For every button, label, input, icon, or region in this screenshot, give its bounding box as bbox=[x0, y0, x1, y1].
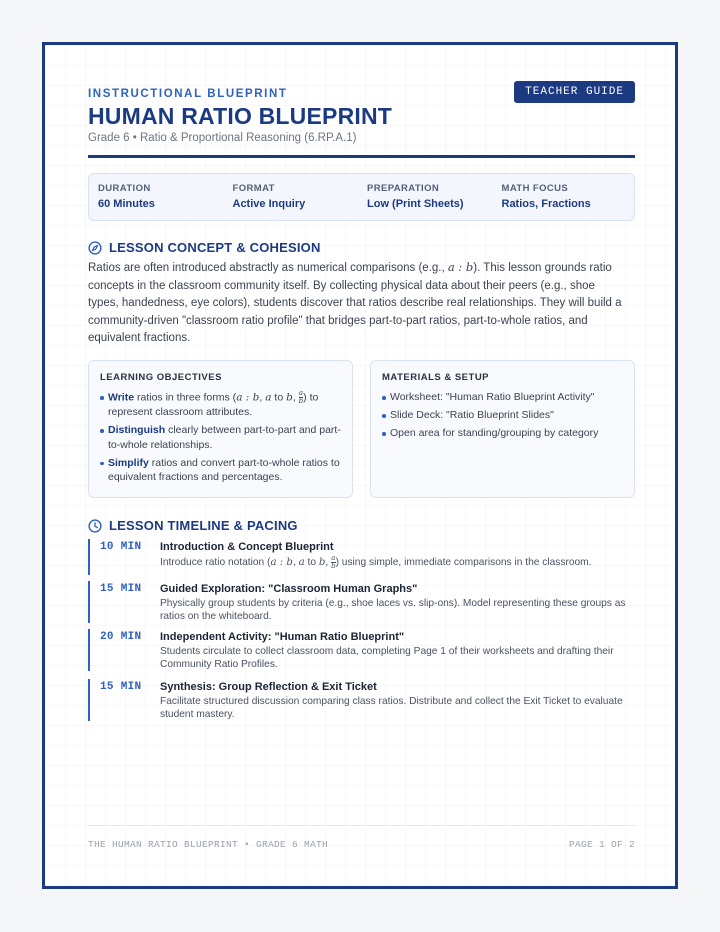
timeline-description bbox=[160, 555, 630, 570]
page-title: HUMAN RATIO BLUEPRINT bbox=[88, 103, 393, 129]
meta-preparation bbox=[358, 174, 493, 220]
meta-format bbox=[224, 174, 359, 220]
objective-text: , bbox=[259, 391, 266, 404]
page-number: PAGE 1 OF 2 bbox=[568, 839, 635, 850]
lesson-meta-bar bbox=[88, 173, 635, 221]
objective-verb: Distinguish bbox=[108, 424, 166, 436]
page-footer bbox=[88, 839, 635, 850]
timeline-text: to bbox=[304, 557, 319, 569]
math-notation: a : b bbox=[236, 391, 260, 404]
timeline-description: Physically group students by criteria (e.g., shoe laces vs. slip-ons). Model representing these groups as ratios on the whiteboard. bbox=[160, 598, 626, 622]
compass-icon bbox=[88, 241, 102, 255]
list-item bbox=[100, 390, 342, 420]
timeline-body bbox=[160, 581, 635, 623]
meta-label: FORMAT bbox=[232, 183, 275, 194]
list-item: Open area for standing/grouping by category bbox=[382, 426, 624, 441]
concept-paragraph bbox=[88, 259, 628, 348]
objective-text: clearly between part-to-part and part-to-whole relationships. bbox=[108, 424, 341, 451]
timeline-body bbox=[160, 539, 635, 570]
document-kicker: INSTRUCTIONAL BLUEPRINT bbox=[88, 88, 288, 100]
teacher-guide-badge: TEACHER GUIDE bbox=[514, 81, 635, 103]
timeline-duration: 20 MIN bbox=[100, 631, 142, 643]
timeline-item bbox=[88, 679, 635, 721]
objective-text: , bbox=[292, 391, 299, 404]
objective-verb: Simplify bbox=[108, 456, 149, 469]
list-item bbox=[100, 456, 342, 485]
timeline-title: Synthesis: Group Reflection & Exit Ticket bbox=[160, 681, 377, 693]
objective-verb: Write bbox=[108, 391, 135, 404]
math-notation: b bbox=[286, 391, 293, 404]
math-notation: b bbox=[318, 557, 326, 569]
timeline-item bbox=[88, 629, 635, 671]
footer-title: THE HUMAN RATIO BLUEPRINT • GRADE 6 MATH bbox=[88, 839, 329, 850]
header-divider bbox=[88, 155, 635, 158]
meta-label: PREPARATION bbox=[367, 183, 440, 194]
meta-value: 60 Minutes bbox=[98, 198, 155, 210]
timeline-item bbox=[88, 539, 635, 575]
timeline-body bbox=[160, 629, 635, 671]
meta-label: DURATION bbox=[98, 183, 151, 194]
timeline-title: Independent Activity: "Human Ratio Blueprint" bbox=[160, 631, 405, 643]
list-item: Worksheet: "Human Ratio Blueprint Activity" bbox=[382, 390, 624, 405]
math-notation: a bbox=[298, 557, 305, 569]
objective-text: ratios and convert part-to-whole ratios to equivalent fractions and percentages. bbox=[108, 456, 340, 483]
materials-list bbox=[382, 390, 624, 441]
objectives-heading: LEARNING OBJECTIVES bbox=[100, 372, 222, 383]
math-notation: a : b bbox=[447, 260, 474, 274]
concept-text: ). This lesson grounds ratio concepts in the classroom community itself. By collecting physical data about their peers (e.g., shoe types, handedness, eye colors), students discover that ratios describe real relationships. They will build a community-driven "classroom ratio profile" that bridges part-to-part ratios, part-to-whole ratios, and equivalent fractions. bbox=[88, 262, 622, 344]
timeline-text: , bbox=[325, 557, 332, 569]
timeline-duration: 15 MIN bbox=[100, 681, 142, 693]
objective-text: ratios in three forms ( bbox=[134, 391, 237, 404]
concept-heading-label: LESSON CONCEPT & COHESION bbox=[109, 240, 321, 255]
fraction-numerator: a bbox=[298, 389, 303, 397]
concept-text: Ratios are often introduced abstractly as numerical comparisons (e.g., bbox=[88, 262, 448, 274]
objective-text: to bbox=[271, 391, 287, 404]
page-subtitle: Grade 6 • Ratio & Proportional Reasoning (6.RP.A.1) bbox=[88, 132, 357, 144]
meta-label: MATH FOCUS bbox=[501, 183, 569, 194]
timeline-title: Introduction & Concept Blueprint bbox=[160, 541, 334, 553]
timeline-description: Students circulate to collect classroom data, completing Page 1 of their worksheets and drafting their Community Ratio Profiles. bbox=[160, 646, 614, 670]
objective-text: ) to represent classroom attributes. bbox=[108, 391, 319, 418]
timeline-title: Guided Exploration: "Classroom Human Graphs" bbox=[160, 583, 418, 595]
materials-heading: MATERIALS & SETUP bbox=[382, 372, 490, 383]
timeline-duration: 10 MIN bbox=[100, 541, 142, 553]
math-notation: a : b bbox=[270, 557, 293, 569]
meta-value: Low (Print Sheets) bbox=[367, 198, 464, 210]
footer-divider bbox=[88, 825, 635, 826]
document-page bbox=[42, 42, 678, 889]
meta-duration bbox=[89, 174, 224, 220]
clock-icon bbox=[88, 519, 102, 533]
timeline-text: , bbox=[292, 557, 299, 569]
timeline-duration: 15 MIN bbox=[100, 583, 142, 595]
timeline-body bbox=[160, 679, 635, 721]
meta-value: Active Inquiry bbox=[232, 198, 306, 210]
timeline-heading-label: LESSON TIMELINE & PACING bbox=[109, 518, 298, 533]
materials-setup-card bbox=[370, 360, 635, 498]
list-item: Slide Deck: "Ratio Blueprint Slides" bbox=[382, 408, 624, 423]
learning-objectives-card bbox=[88, 360, 353, 498]
list-item bbox=[100, 423, 342, 452]
fraction-numerator: a bbox=[331, 554, 336, 562]
fraction-denominator: b bbox=[298, 397, 304, 405]
objectives-list bbox=[100, 390, 342, 485]
meta-math-focus bbox=[493, 174, 628, 220]
math-notation: a bbox=[265, 391, 272, 404]
timeline-text: Introduce ratio notation ( bbox=[160, 557, 271, 569]
fraction-denominator: b bbox=[331, 562, 336, 570]
timeline-text: ) using simple, immediate comparisons in the classroom. bbox=[335, 557, 592, 569]
concept-heading bbox=[88, 240, 321, 255]
timeline-heading bbox=[88, 518, 298, 533]
timeline-description: Facilitate structured discussion comparing class ratios. Distribute and collect the Exit Ticket to evaluate student mastery. bbox=[160, 696, 623, 720]
timeline-item bbox=[88, 581, 635, 623]
meta-value: Ratios, Fractions bbox=[501, 198, 591, 210]
